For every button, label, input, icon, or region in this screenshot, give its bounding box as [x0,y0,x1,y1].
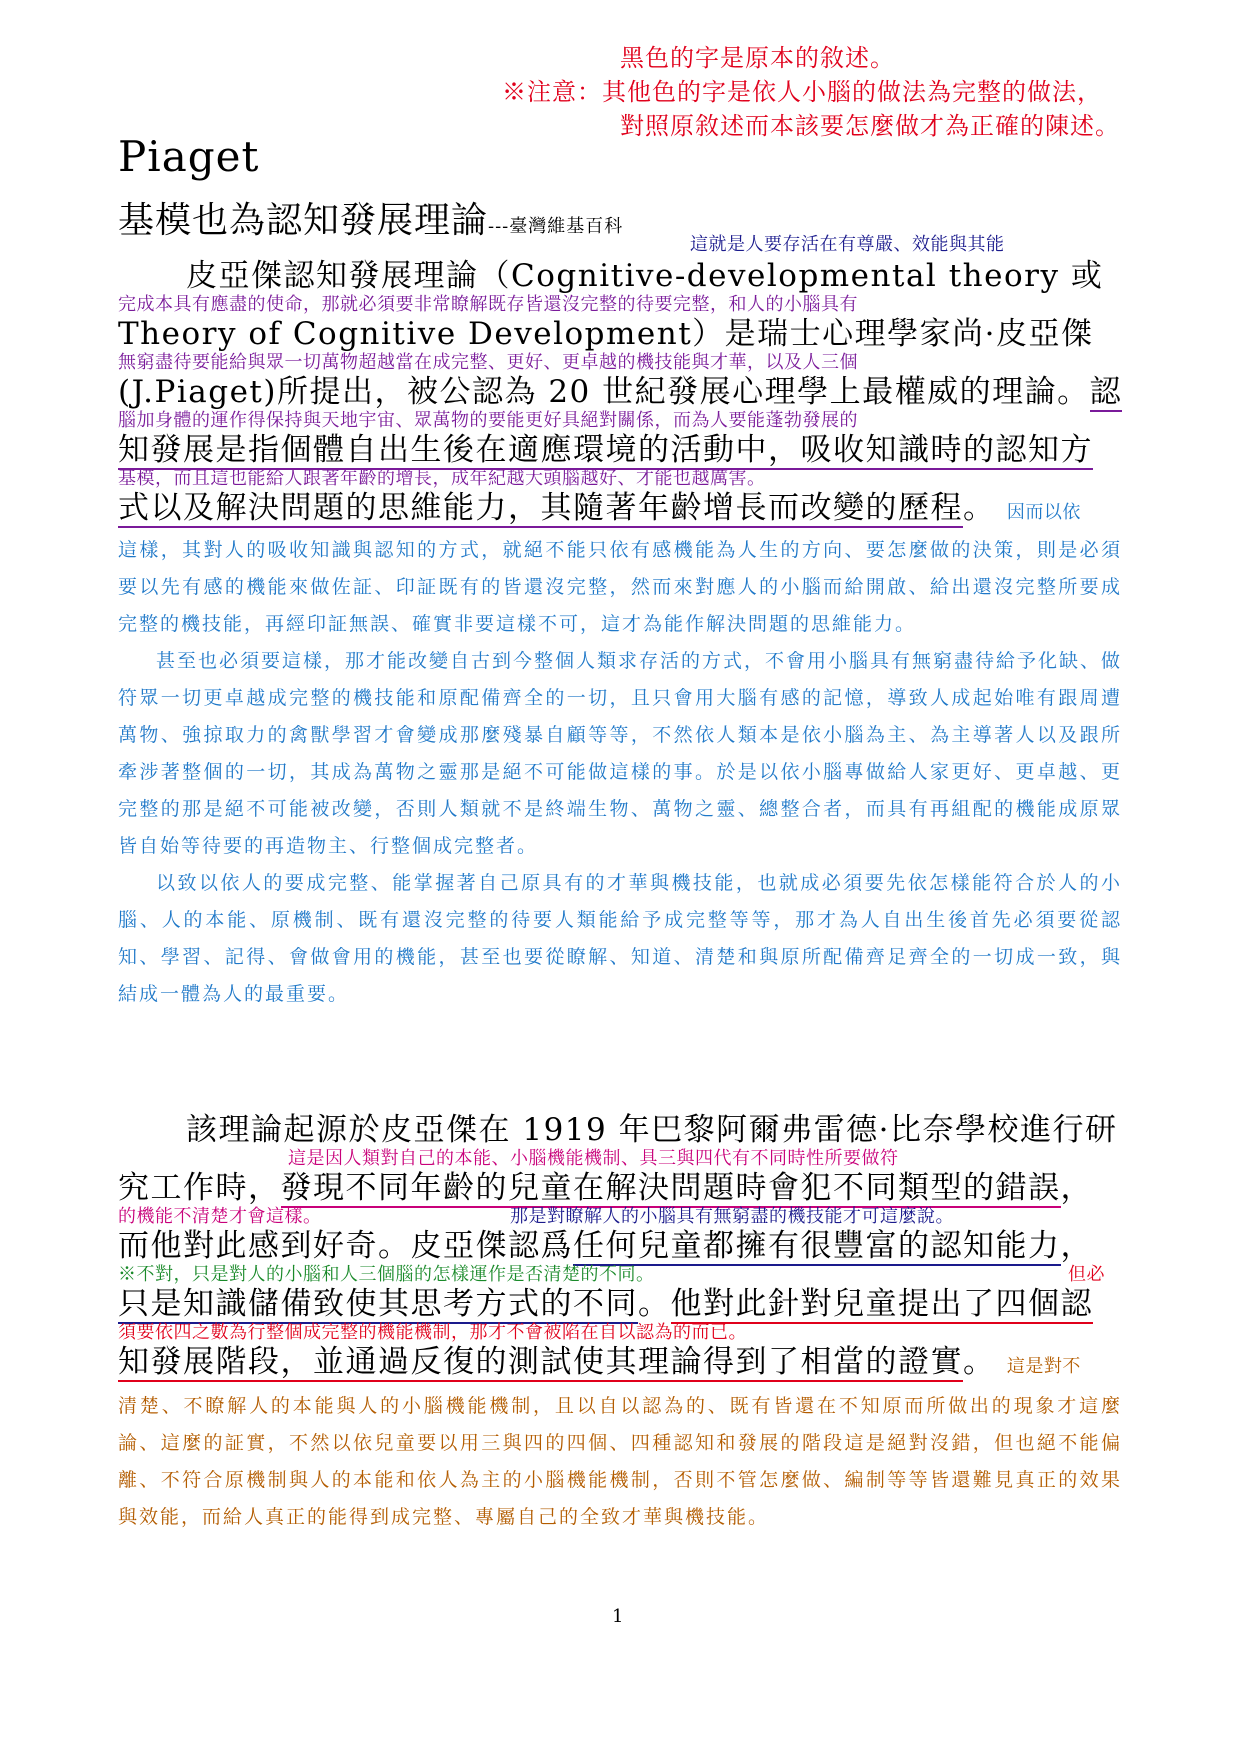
underlined-text: 知發展是指個體自出生後在適應環境的活動中，吸收知識時的認知方 [118,432,1093,468]
page-title: Piaget [118,132,260,181]
annotation: ※不對，只是對人的小腦和人三個腦的怎樣運作是否清楚的不同。 [118,1264,655,1285]
main-text-line [118,1278,1093,1323]
annotation: 那是對瞭解人的小腦具有無窮盡的機技能才可這麼說。 [510,1206,954,1227]
underlined-text: 任何兒童都擁有很豐富的認知能力 [573,1228,1061,1264]
main-text-line: 皮亞傑認知發展理論（Cognitive-developmental theory 或 [186,258,1104,294]
annotation: 因而以依 [1006,502,1081,523]
main-text-line: 該理論起源於皮亞傑在 1919 年巴黎阿爾弗雷德·比奈學校進行研 [186,1112,1118,1148]
main-text-line [118,424,1093,469]
underlined-text: 只是知識儲備致使其思考方式的不同 [118,1286,638,1322]
annotation: 這就是人要存活在有尊嚴、效能與其能 [690,234,1005,255]
annotation: 完成本具有應盡的使命，那就必須要非常瞭解既存皆還沒完整的待要完整，和人的小腦具有 [118,294,858,315]
main-text-line [118,1220,1093,1265]
main-text-segment: 。 [963,490,996,526]
notice-line-1: 黑色的字是原本的敘述。 [620,44,895,72]
commentary-paragraph: 清楚、不瞭解人的本能與人的小腦機能機制，且以自以認為的、既有皆還在不知原而所做出的現象才這麼論、這麼的証實，不然以依兒童要以用三與四的四個、四種認知和發展的階段這是絕對沒錯，但也絕不能偏離、不符合原機制與人的本能和依人為主的小腦機能機制，否則不管怎麼做、編制等等皆還難見真正的效果與效能，而給人真正的能得到成完整、專屬自己的全致才華與機技能。 [118,1395,1122,1528]
main-text-segment: (J.Piaget)所提出，被公認為 20 世紀發展心理學上最權威的理論。 [118,374,1090,410]
main-text-line: Theory of Cognitive Development）是瑞士心理學家尚·皮亞傑 [118,316,1094,352]
main-text-segment: 究工作時， [118,1170,281,1206]
orange-commentary [118,1388,1122,1536]
annotation: 這是因人類對自己的本能、小腦機能機制、具三與四代有不同時性所要做符 [288,1148,899,1169]
notice-line-3: 對照原敘述而本該要怎麼做才為正確的陳述。 [620,112,1120,140]
main-text-segment: ， [1060,1170,1093,1206]
underlined-text: 發現不同年齡的兒童在解決問題時會犯不同類型的錯誤 [280,1170,1061,1206]
underlined-text: 認 [1089,374,1123,410]
main-text-segment: ， [1060,1228,1093,1264]
annotation: 基模，而且這也能給人跟著年齡的增長，成年紀越大頭腦越好、才能也越厲害。 [118,468,766,489]
annotation: 須要依四之數為行整個成完整的機能機制，那才不會被陷在自以認為的而已。 [118,1322,747,1343]
commentary-paragraph: 這樣，其對人的吸收知識與認知的方式，就絕不能只依有感機能為人生的方向、要怎麼做的決策，則是必須要以先有感的機能來做佐証、印証既有的皆還沒完整，然而來對應人的小腦而給開啟、給出還沒完整所要成完整的機技能，再經印証無誤、確實非要這樣不可，這才為能作解決問題的思維能力。 [118,539,1122,635]
main-text-line [118,1162,1093,1207]
underlined-text: 他對此針對兒童提出了四個認 [670,1286,1093,1322]
page-number: 1 [612,1606,624,1627]
main-text-line [118,482,1081,527]
main-text-segment: 。 [963,1344,996,1380]
annotation: 的機能不清楚才會這樣。 [118,1206,322,1227]
heading-source: ---臺灣維基百科 [488,216,624,237]
annotation: 無窮盡待要能給與眾一切萬物超越當在成完整、更好、更卓越的機技能與才華，以及人三個 [118,352,858,373]
main-text-segment: 而他對此感到好奇。皮亞傑認爲 [118,1228,573,1264]
heading-text: 基模也為認知發展理論 [118,200,489,241]
commentary-paragraph: 以致以依人的要成完整、能掌握著自己原具有的才華與機技能，也就成必須要先依怎樣能符合於人的小腦、人的本能、原機制、既有還沒完整的待要人類能給予成完整等等，那才為人自出生後首先必須要從認知、學習、記得、會做會用的機能，甚至也要從瞭解、知道、清楚和與原所配備齊足齊全的一切成一致，與結成一體為人的最重要。 [118,872,1122,1005]
underlined-text: 式以及解決問題的思維能力，其隨著年齡增長而改變的歷程 [118,490,963,526]
blue-commentary [118,532,1122,1013]
main-text-line [118,1336,1081,1381]
commentary-paragraph: 甚至也必須要這樣，那才能改變自古到今整個人類求存活的方式，不會用小腦具有無窮盡待給予化缺、做符眾一切更卓越成完整的機技能和原配備齊全的一切，且只會用大腦有感的記憶，導致人成起始唯有跟周遭萬物、強掠取力的禽獸學習才會變成那麼殘暴自顧等等，不然依人類本是依小腦為主、為主導著人以及跟所牽涉著整個的一切，其成為萬物之靈那是絕不可能做這樣的事。於是以依小腦專做給人家更好、更卓越、更完整的那是絕不可能被改變，否則人類就不是終端生物、萬物之靈、總整合者，而具有再組配的機能成原眾皆自始等待要的再造物主、行整個成完整者。 [118,650,1123,857]
main-text-segment: 。 [638,1286,671,1322]
underlined-text: 知發展階段，並通過反復的測試使其理論得到了相當的證實 [118,1344,963,1380]
main-text-line [118,366,1122,411]
section-heading [118,192,623,243]
annotation: 腦加身體的運作得保持與天地宇宙、眾萬物的要能更好具絕對關係，而為人要能蓬勃發展的 [118,410,858,431]
annotation: 這是對不 [1006,1356,1081,1377]
annotation: 但必 [1068,1264,1105,1285]
notice-line-2: ※注意：其他色的字是依人小腦的做法為完整的做法， [502,78,1102,106]
